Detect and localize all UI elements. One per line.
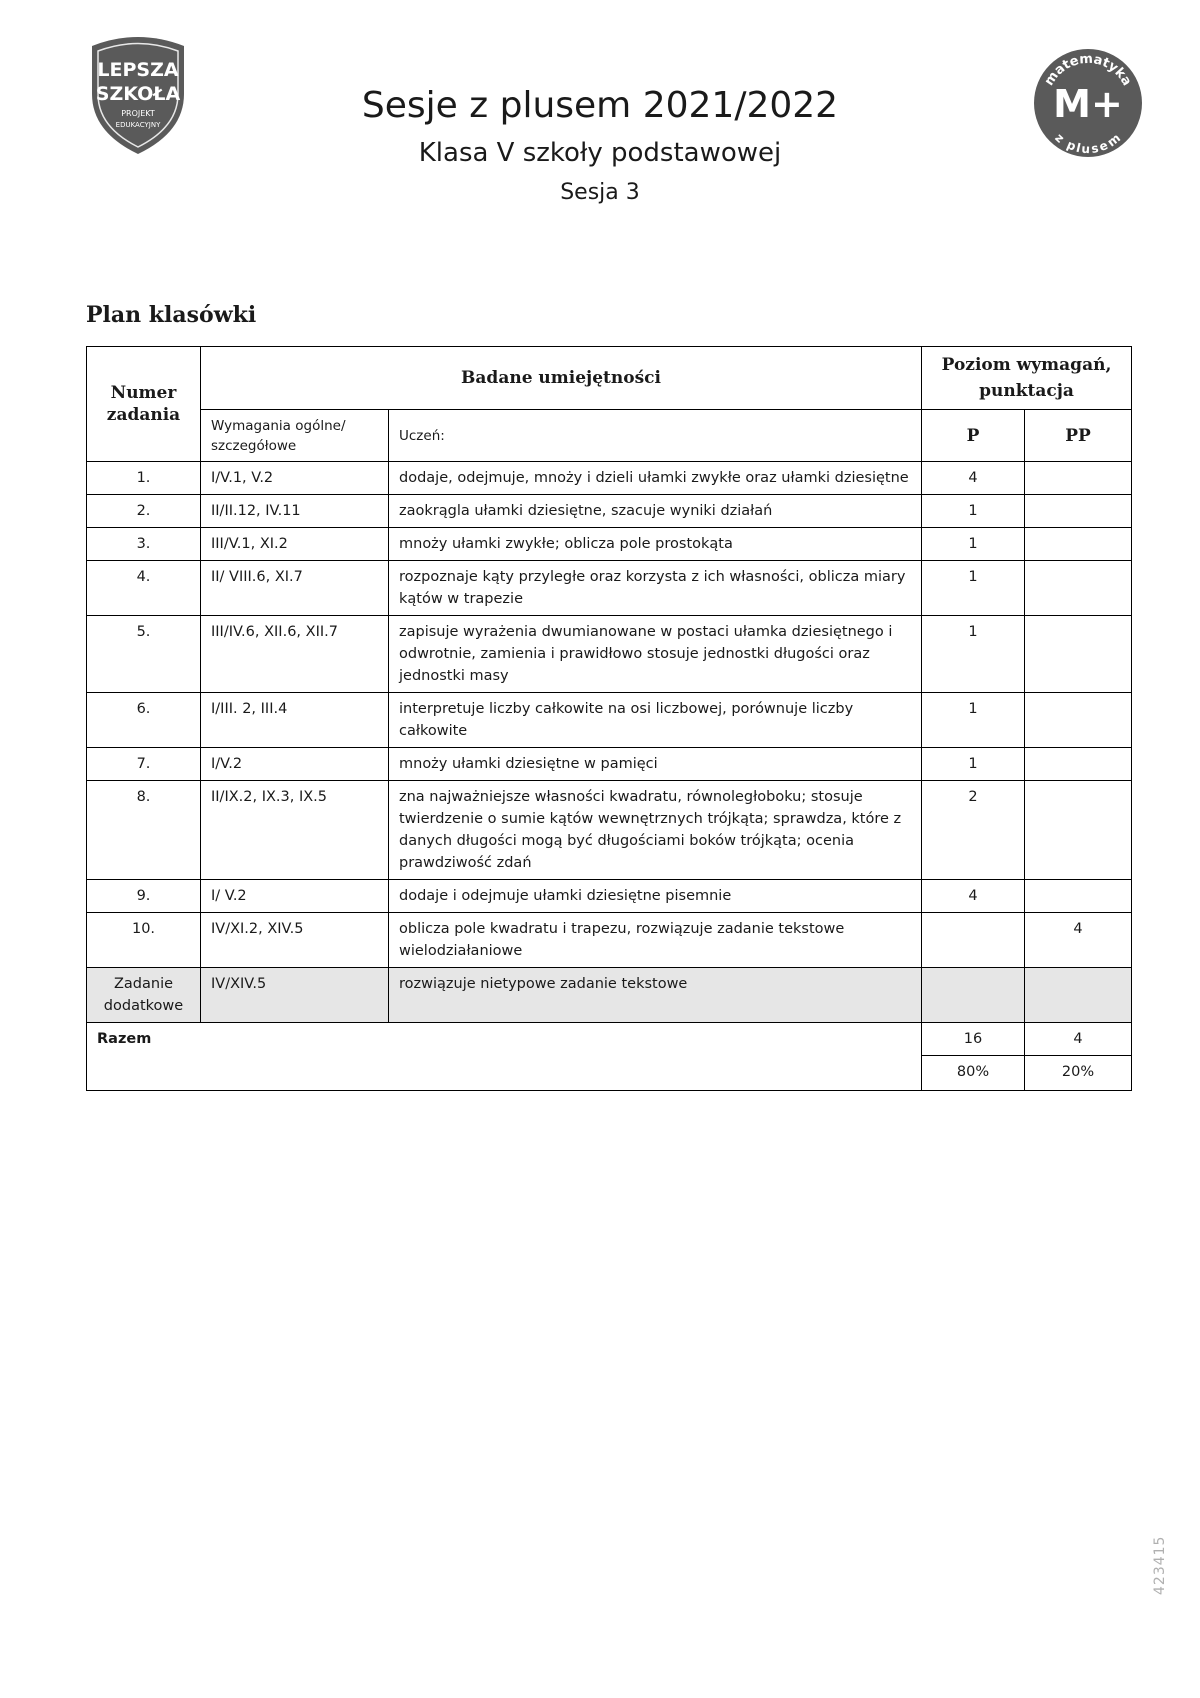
cell-requirements: II/ VIII.6, XI.7	[201, 561, 389, 616]
document-title: Sesje z plusem 2021/2022	[361, 85, 839, 126]
section-title: Plan klasówki	[86, 302, 257, 328]
header-requirements: Wymagania ogólne/ szczegółowe	[201, 410, 389, 462]
cell-number: 8.	[87, 781, 201, 880]
cell-pp	[1025, 561, 1132, 616]
session-label: Sesja 3	[560, 180, 640, 205]
table-row-total	[87, 1023, 1132, 1056]
document-header	[0, 82, 1200, 208]
cell-number: 6.	[87, 693, 201, 748]
table-row	[87, 462, 1132, 495]
cell-description: interpretuje liczby całkowite na osi liczbowej, porównuje liczby całkowite	[389, 693, 922, 748]
cell-description: zna najważniejsze własności kwadratu, równoległoboku; stosuje twierdzenie o sumie kątów wewnętrznych trójkąta; sprawdza, które z danych długości mogą być długościami boków trójkąta; ocenia prawdziwość zdań	[389, 781, 922, 880]
cell-pp	[1025, 781, 1132, 880]
cell-pp	[1025, 693, 1132, 748]
total-pp: 4	[1025, 1023, 1132, 1056]
cell-p: 2	[922, 781, 1025, 880]
total-pp-percent: 20%	[1025, 1056, 1132, 1091]
cell-requirements: IV/XI.2, XIV.5	[201, 913, 389, 968]
cell-number: 5.	[87, 616, 201, 693]
cell-p: 1	[922, 693, 1025, 748]
header-level: Poziom wymagań, punktacja	[922, 347, 1132, 410]
table-row	[87, 880, 1132, 913]
cell-description: oblicza pole kwadratu i trapezu, rozwiązuje zadanie tekstowe wielodziałaniowe	[389, 913, 922, 968]
logo-right-arc-top: matematyka	[1041, 51, 1135, 89]
cell-description: rozwiązuje nietypowe zadanie tekstowe	[389, 968, 922, 1023]
table-row	[87, 495, 1132, 528]
cell-pp	[1025, 495, 1132, 528]
cell-p: 1	[922, 561, 1025, 616]
cell-description: zaokrągla ułamki dziesiętne, szacuje wyniki działań	[389, 495, 922, 528]
header-task-number: Numer zadania	[87, 347, 201, 462]
cell-p	[922, 968, 1025, 1023]
logo-right-arc-bottom: z plusem	[1052, 130, 1124, 157]
cell-requirements: II/IX.2, IX.3, IX.5	[201, 781, 389, 880]
cell-p: 1	[922, 495, 1025, 528]
logo-right-main: M+	[1053, 82, 1123, 126]
cell-description: dodaje, odejmuje, mnoży i dzieli ułamki zwykłe oraz ułamki dziesiętne	[389, 462, 922, 495]
cell-pp	[1025, 748, 1132, 781]
cell-p: 4	[922, 462, 1025, 495]
total-label: Razem	[87, 1023, 922, 1091]
cell-requirements: I/V.1, V.2	[201, 462, 389, 495]
table-row	[87, 528, 1132, 561]
cell-number: 7.	[87, 748, 201, 781]
cell-p: 4	[922, 880, 1025, 913]
logo-left-line1: LEPSZA	[97, 59, 179, 81]
total-p-percent: 80%	[922, 1056, 1025, 1091]
cell-number: 4.	[87, 561, 201, 616]
cell-description: rozpoznaje kąty przyległe oraz korzysta z ich własności, oblicza miary kątów w trapezie	[389, 561, 922, 616]
cell-pp	[1025, 968, 1132, 1023]
cell-number: Zadanie dodatkowe	[87, 968, 201, 1023]
table-row	[87, 913, 1132, 968]
cell-requirements: I/III. 2, III.4	[201, 693, 389, 748]
cell-pp	[1025, 528, 1132, 561]
cell-p: 1	[922, 616, 1025, 693]
table-row	[87, 561, 1132, 616]
cell-requirements: II/II.12, IV.11	[201, 495, 389, 528]
cell-number: 9.	[87, 880, 201, 913]
table-row	[87, 748, 1132, 781]
logo-left-line3: PROJEKT	[121, 109, 155, 118]
cell-description: mnoży ułamki zwykłe; oblicza pole prostokąta	[389, 528, 922, 561]
header-p: P	[922, 410, 1025, 462]
cell-number: 3.	[87, 528, 201, 561]
cell-description: zapisuje wyrażenia dwumianowane w postaci ułamka dziesiętnego i odwrotnie, zamienia i prawidłowo stosuje jednostki długości oraz jednostki masy	[389, 616, 922, 693]
cell-p: 1	[922, 528, 1025, 561]
cell-requirements: III/IV.6, XII.6, XII.7	[201, 616, 389, 693]
cell-p: 1	[922, 748, 1025, 781]
cell-requirements: I/ V.2	[201, 880, 389, 913]
cell-number: 1.	[87, 462, 201, 495]
header-pp: PP	[1025, 410, 1132, 462]
table-row-extra	[87, 968, 1132, 1023]
total-p: 16	[922, 1023, 1025, 1056]
cell-requirements: I/V.2	[201, 748, 389, 781]
cell-requirements: III/V.1, XI.2	[201, 528, 389, 561]
cell-number: 10.	[87, 913, 201, 968]
cell-pp: 4	[1025, 913, 1132, 968]
table-row	[87, 693, 1132, 748]
document-id: 423415	[1152, 1535, 1168, 1595]
header-student: Uczeń:	[389, 410, 922, 462]
cell-requirements: IV/XIV.5	[201, 968, 389, 1023]
logo-left-line2: SZKOŁA	[95, 83, 181, 105]
table-row	[87, 781, 1132, 880]
cell-pp	[1025, 880, 1132, 913]
test-plan-table	[86, 346, 1132, 1091]
header-skills: Badane umiejętności	[201, 347, 922, 410]
logo-left-line4: EDUKACYJNY	[115, 121, 161, 129]
cell-number: 2.	[87, 495, 201, 528]
cell-pp	[1025, 462, 1132, 495]
cell-description: mnoży ułamki dziesiętne w pamięci	[389, 748, 922, 781]
document-subtitle: Klasa V szkoły podstawowej	[418, 138, 782, 168]
cell-p	[922, 913, 1025, 968]
table-row	[87, 616, 1132, 693]
table-body	[87, 462, 1132, 968]
cell-pp	[1025, 616, 1132, 693]
cell-description: dodaje i odejmuje ułamki dziesiętne pisemnie	[389, 880, 922, 913]
